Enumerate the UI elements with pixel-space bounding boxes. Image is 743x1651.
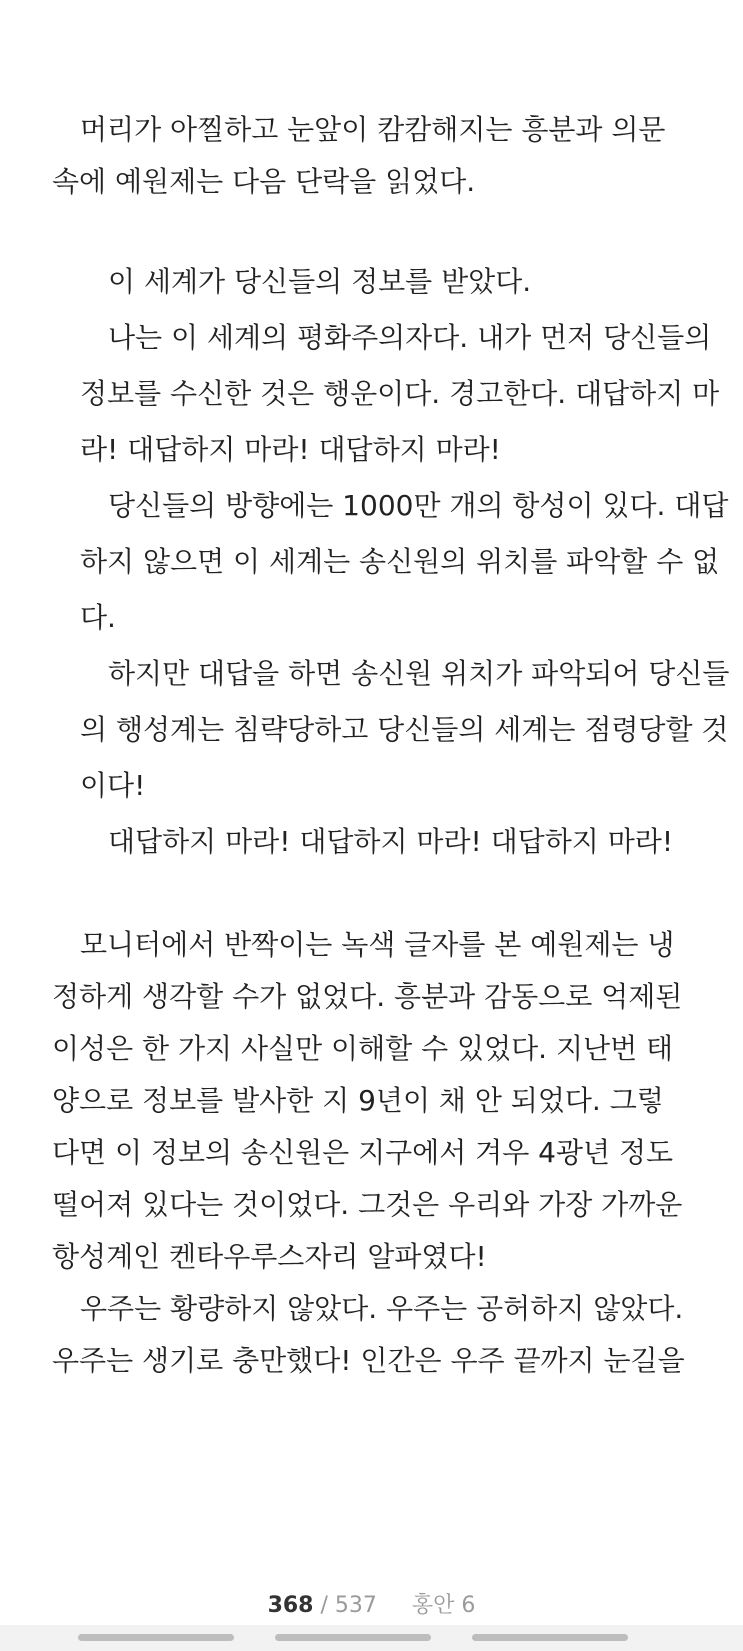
text-line: 항성계인 켄타우루스자리 알파였다! [52, 1240, 487, 1273]
text-line: 정보를 수신한 것은 행운이다. 경고한다. 대답하지 마 [80, 377, 720, 410]
text-line: 하지 않으면 이 세계는 송신원의 위치를 파악할 수 없 [80, 545, 720, 578]
text-line: 정하게 생각할 수가 없었다. 흥분과 감동으로 억제된 [52, 980, 683, 1013]
home-button[interactable] [275, 1634, 431, 1641]
text-line: 속에 예원제는 다음 단락을 읽었다. [52, 165, 476, 198]
text-line: 라! 대답하지 마라! 대답하지 마라! [80, 433, 501, 466]
total-page-count: 537 [334, 1593, 377, 1618]
text-line: 하지만 대답을 하면 송신원 위치가 파악되어 당신들 [108, 657, 730, 690]
text-line: 떨어져 있다는 것이었다. 그것은 우리와 가장 가까운 [52, 1188, 683, 1221]
recent-apps-button[interactable] [78, 1634, 234, 1641]
text-line: 나는 이 세계의 평화주의자다. 내가 먼저 당신들의 [108, 321, 712, 354]
back-button[interactable] [472, 1634, 628, 1641]
text-line: 이성은 한 가지 사실만 이해할 수 있었다. 지난번 태 [52, 1032, 674, 1065]
text-line: 당신들의 방향에는 1000만 개의 항성이 있다. 대답 [108, 489, 729, 522]
system-navigation-bar [0, 1625, 743, 1651]
text-line: 머리가 아찔하고 눈앞이 캄캄해지는 흥분과 의문 [80, 113, 666, 146]
text-line: 양으로 정보를 발사한 지 9년이 채 안 되었다. 그렇 [52, 1084, 664, 1117]
text-line: 다. [80, 601, 116, 634]
text-line: 이 세계가 당신들의 정보를 받았다. [108, 265, 532, 298]
text-line: 대답하지 마라! 대답하지 마라! 대답하지 마라! [108, 825, 674, 858]
page-footer [0, 1588, 743, 1624]
text-line: 이다! [80, 769, 146, 802]
text-line: 모니터에서 반짝이는 녹색 글자를 본 예원제는 냉 [80, 928, 675, 961]
chapter-title: 홍안 6 [411, 1593, 476, 1618]
text-line: 우주는 생기로 충만했다! 인간은 우주 끝까지 눈길을 [52, 1344, 685, 1377]
current-page-number: 368 [267, 1593, 314, 1618]
text-line: 우주는 황량하지 않았다. 우주는 공허하지 않았다. [80, 1292, 684, 1325]
text-line: 의 행성계는 침략당하고 당신들의 세계는 점령당할 것 [80, 713, 729, 746]
text-line: 다면 이 정보의 송신원은 지구에서 겨우 4광년 정도 [52, 1136, 674, 1169]
page-separator: / [320, 1593, 328, 1618]
